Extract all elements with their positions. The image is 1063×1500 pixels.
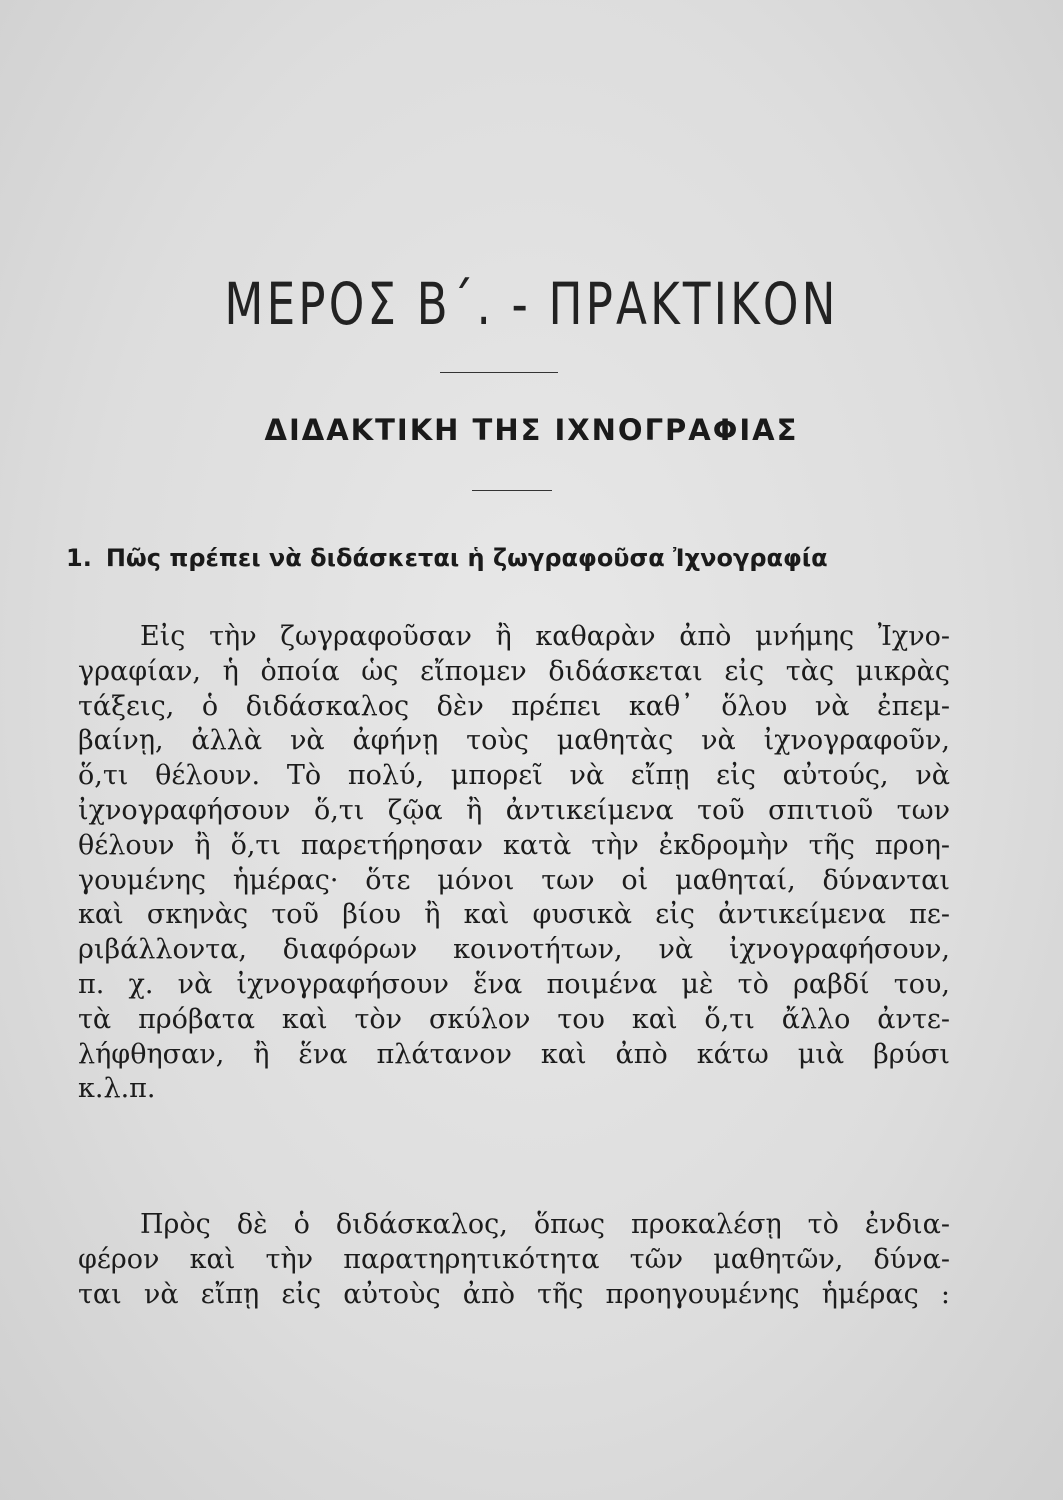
section-title: ΔΙΔΑΚΤΙΚΗ ΤΗΣ ΙΧΝΟΓΡΑΦΙΑΣ bbox=[264, 413, 799, 447]
chapter-heading bbox=[66, 544, 966, 572]
paragraph-line: ὅ,τι θέλουν. Τὸ πολύ, μπορεῖ νὰ εἴπῃ εἰς αὐτούς, νὰ bbox=[78, 760, 950, 792]
paragraph-line: καὶ σκηνὰς τοῦ βίου ἢ καὶ φυσικὰ εἰς ἀντικείμενα πε- bbox=[78, 899, 950, 931]
paragraph-line: τάξεις, ὁ διδάσκαλος δὲν πρέπει καθ᾿ ὅλου νὰ ἐπεμ- bbox=[78, 690, 950, 722]
paragraph-line: γουμένης ἡμέρας· ὅτε μόνοι των οἱ μαθηταί, δύνανται bbox=[78, 864, 950, 896]
paragraph-1 bbox=[78, 620, 950, 1107]
paragraph-line: κ.λ.π. bbox=[78, 1073, 156, 1105]
paragraph-line: θέλουν ἢ ὅ,τι παρετήρησαν κατὰ τὴν ἐκδρομὴν τῆς προη- bbox=[78, 829, 950, 861]
paragraph-line: λήφθησαν, ἢ ἕνα πλάτανον καὶ ἀπὸ κάτω μιὰ βρύσι bbox=[78, 1038, 950, 1070]
paragraph-line: ριβάλλοντα, διαφόρων κοινοτήτων, νὰ ἰχνογραφήσουν, bbox=[78, 934, 950, 966]
paragraph-line: ἰχνογραφήσουν ὅ,τι ζῷα ἢ ἀντικείμενα τοῦ σπιτιοῦ των bbox=[78, 794, 950, 826]
paragraph-line: βαίνῃ, ἀλλὰ νὰ ἀφήνῃ τοὺς μαθητὰς νὰ ἰχνογραφοῦν, bbox=[78, 725, 950, 757]
paragraph-line: Εἰς τὴν ζωγραφοῦσαν ἢ καθαρὰν ἀπὸ μνήμης Ἰχνο- bbox=[140, 621, 950, 652]
paragraph-line: φέρον καὶ τὴν παρατηρητικότητα τῶν μαθητῶν, δύνα- bbox=[78, 1243, 950, 1275]
heading-text: Πῶς πρέπει νὰ διδάσκεται ἡ ζωγραφοῦσα Ἰχνογραφία bbox=[105, 544, 828, 572]
heading-number: 1. bbox=[66, 544, 92, 572]
paragraph-line: ται νὰ εἴπῃ εἰς αὐτοὺς ἀπὸ τῆς προηγουμένης ἡμέρας : bbox=[78, 1278, 950, 1310]
paragraph-line: Πρὸς δὲ ὁ διδάσκαλος, ὅπως προκαλέσῃ τὸ ἐνδια- bbox=[140, 1209, 950, 1240]
section-divider bbox=[472, 490, 552, 491]
title-divider bbox=[440, 372, 558, 373]
paragraph-line: π. χ. νὰ ἰχνογραφήσουν ἕνα ποιμένα μὲ τὸ ραβδί του, bbox=[78, 968, 950, 1000]
paragraph-2 bbox=[78, 1208, 950, 1312]
part-title: ΜΕΡΟΣ Β΄. - ΠΡΑΚΤΙΚΟΝ bbox=[224, 270, 839, 338]
paragraph-line: τὰ πρόβατα καὶ τὸν σκύλον του καὶ ὅ,τι ἄλλο ἀντε- bbox=[78, 1003, 950, 1035]
paragraph-line: γραφίαν, ἡ ὁποία ὡς εἴπομεν διδάσκεται εἰς τὰς μικρὰς bbox=[78, 655, 950, 687]
